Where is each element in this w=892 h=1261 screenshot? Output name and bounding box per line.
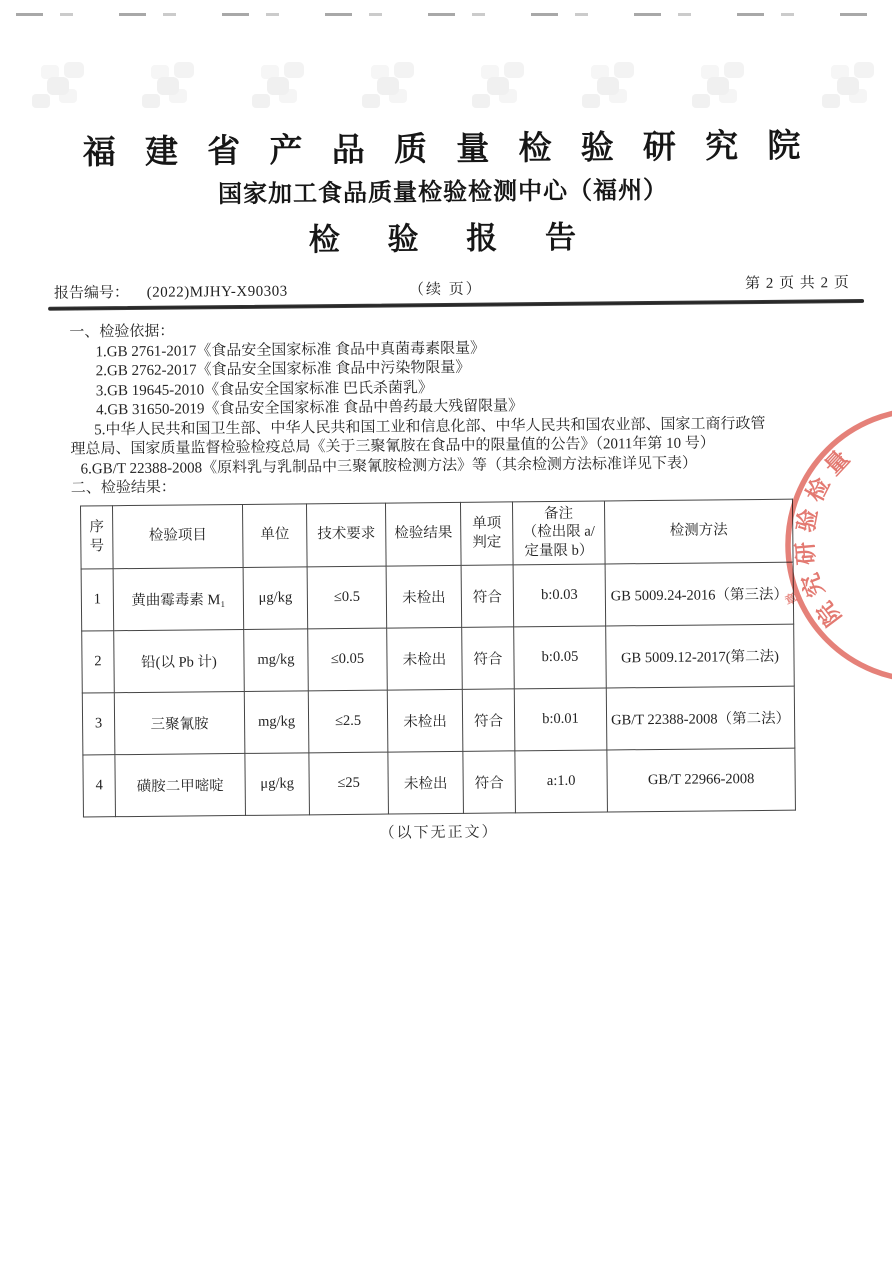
page-indicator: 第 2 页 共 2 页	[745, 275, 850, 293]
institute-title: 福 建 省 产 品 质 量 检 验 研 究 院	[82, 128, 803, 172]
cell-item: 黄曲霉毒素 M₁	[113, 567, 244, 630]
report-meta-row	[54, 274, 860, 302]
cell-result: 未检出	[388, 751, 464, 814]
center-subtitle: 国家加工食品质量检验检测中心（福州）	[217, 177, 669, 209]
header-cell-item: 检验项目	[112, 504, 243, 568]
basis-heading: 一、检验依据：	[69, 323, 175, 341]
report-number-group	[54, 280, 288, 303]
cell-requirement: ≤25	[309, 752, 389, 815]
cell-result: 未检出	[387, 627, 463, 690]
report-title: 检 验 报 告	[308, 219, 579, 258]
cell-result: 未检出	[387, 689, 463, 752]
cell-remark: a:1.0	[515, 749, 608, 812]
seal-char: 院	[812, 597, 847, 631]
basis-item-1: 1.GB 2761-2017《食品安全国家标准 食品中真菌毒素限量》	[95, 340, 486, 360]
table-row	[83, 748, 796, 817]
table-row	[82, 686, 795, 755]
cell-requirement: ≤2.5	[308, 690, 388, 753]
table-row	[81, 562, 794, 631]
official-seal	[729, 406, 892, 708]
cell-index: 1	[81, 568, 114, 630]
seal-char: 研	[792, 540, 820, 566]
cell-item: 铅(以 Pb 计)	[114, 629, 245, 692]
header-cell-unit: 单位	[242, 503, 307, 567]
cell-judgment: 符合	[462, 626, 515, 688]
header-cell-method: 检测方法	[604, 499, 793, 564]
cell-item: 三聚氰胺	[114, 691, 245, 754]
results-heading: 二、检验结果：	[70, 479, 176, 497]
seal-char: 验	[793, 506, 823, 535]
basis-item-4: 4.GB 31650-2019《食品安全国家标准 食品中兽药最大残留限量》	[96, 398, 524, 419]
cell-judgment: 符合	[462, 688, 515, 750]
cell-unit: mg/kg	[244, 628, 309, 691]
cell-requirement: ≤0.5	[307, 566, 387, 629]
cell-unit: μg/kg	[245, 752, 310, 815]
header-cell-remark: 备注 （检出限 a/ 定量限 b）	[512, 500, 605, 564]
seal-char: 究	[797, 569, 830, 601]
continuation-label: （续 页）	[408, 281, 483, 299]
cell-remark: b:0.03	[513, 563, 606, 626]
cell-method: GB 5009.12-2017(第二法)	[606, 624, 795, 688]
cell-index: 4	[83, 754, 116, 816]
cell-method: GB/T 22388-2008（第二法）	[606, 686, 795, 750]
cell-item: 磺胺二甲嘧啶	[115, 753, 246, 816]
cell-remark: b:0.05	[514, 625, 607, 688]
cell-requirement: ≤0.05	[308, 628, 388, 691]
header-cell-requirement: 技术要求	[306, 503, 386, 567]
basis-item-3: 3.GB 19645-2010《食品安全国家标准 巴氏杀菌乳》	[95, 379, 434, 399]
seal-char: 量	[820, 445, 855, 480]
cell-unit: μg/kg	[243, 566, 308, 629]
cell-index: 3	[82, 692, 115, 754]
report-number-label: 报告编号：	[53, 285, 130, 302]
seal-char: 检	[801, 473, 835, 506]
seal-small-char: 章	[782, 590, 800, 609]
cell-judgment: 符合	[461, 564, 514, 626]
cell-remark: b:0.01	[514, 687, 607, 750]
table-header-row	[80, 499, 793, 569]
report-number-value: (2022)MJHY-X90303	[146, 283, 288, 301]
cell-method: GB/T 22966-2008	[607, 748, 796, 812]
basis-item-5: 5.中华人民共和国卫生部、中华人民共和国工业和信息化部、中华人民共和国农业部、国家工商行政管理总局、国家质量监督检验检疫总局《关于三聚氰胺在食品中的限量值的公告》（2011年第 10 号）	[70, 415, 766, 458]
header-cell-result: 检验结果	[385, 502, 461, 566]
cell-method: GB 5009.24-2016（第三法）	[605, 562, 794, 626]
header-cell-judgment: 单项 判定	[460, 501, 513, 564]
header-cell-index: 序 号	[80, 505, 113, 568]
cell-result: 未检出	[386, 565, 462, 628]
cell-judgment: 符合	[463, 750, 516, 812]
cell-index: 2	[82, 630, 115, 692]
cell-unit: mg/kg	[244, 690, 309, 753]
results-table	[80, 498, 796, 817]
no-more-text-note: （以下无正文）	[379, 824, 499, 842]
basis-item-2: 2.GB 2762-2017《食品安全国家标准 食品中污染物限量》	[95, 359, 471, 380]
table-row	[82, 624, 795, 693]
basis-item-6: 6.GB/T 22388-2008《原料乳与乳制品中三聚氰胺检测方法》等（其余检测方法标准详见下表）	[80, 455, 698, 478]
